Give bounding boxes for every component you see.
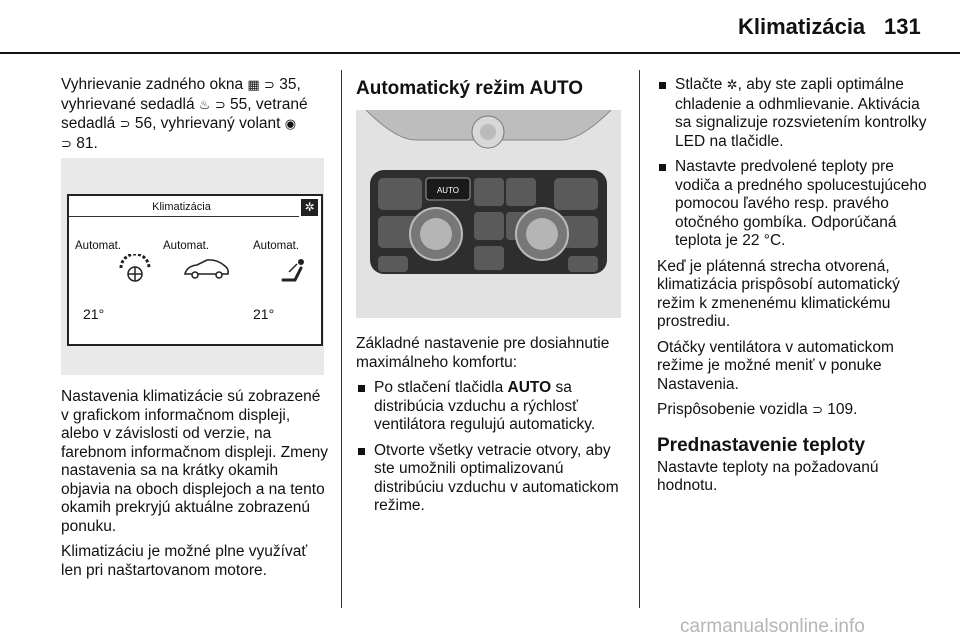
heated-steering-wheel-icon: ◉ <box>284 117 297 132</box>
page-title: Klimatizácia <box>738 14 866 39</box>
paragraph: Otáčky ventilátora v automatickom režime je možné meniť v ponuke Nastavenia. <box>657 338 894 393</box>
column-1-lower <box>61 388 331 587</box>
fan-mode-label: Automat. <box>75 240 122 252</box>
list-item: Otvorte všetky vetracie otvory, aby ste umožnili optimalizovanú distribúciu vzduchu v automatickom režime. <box>356 442 628 516</box>
climate-control-panel-figure <box>356 110 621 318</box>
paragraph: Klimatizáciu je možné plne využívať len pri naštartovanom motore. <box>61 543 308 579</box>
cross-reference-symbol: ⊃ <box>264 78 275 93</box>
section-heading: Automatický režim AUTO <box>356 78 583 99</box>
bullet-square-icon <box>659 82 666 89</box>
paragraph: Prispôsobenie vozidla ⊃ 109. <box>657 401 858 418</box>
page-number: 131 <box>884 14 921 39</box>
heated-seat-icon: ♨ <box>198 97 211 113</box>
display-title-bar <box>69 216 299 217</box>
display-title: Klimatizácia <box>152 201 211 213</box>
cross-reference-symbol: ⊃ <box>61 136 72 152</box>
section-heading: Prednastavenie teploty <box>657 434 866 456</box>
cross-reference-symbol: ⊃ <box>119 117 131 132</box>
column-2-heading <box>356 78 628 102</box>
cross-reference-symbol: ⊃ <box>214 97 226 113</box>
car-recirculation-icon <box>181 254 231 284</box>
fan-icon <box>115 254 155 284</box>
paragraph: Keď je plátenná strecha otvorená, klimatizácia prispôsobí automatický režim k zmenenému klimatickému prostrediu. <box>657 257 900 330</box>
distribution-mode-label: Automat. <box>163 240 210 252</box>
cross-reference-symbol: ⊃ <box>812 403 823 418</box>
paragraph: Základné nastavenie pre dosiahnutie maximálneho komfortu: <box>356 335 610 371</box>
column-3 <box>657 76 927 503</box>
header-divider <box>0 52 960 54</box>
display-screen <box>67 194 323 346</box>
ac-snowflake-icon: ✲ <box>726 78 738 93</box>
bullet-square-icon <box>659 164 666 171</box>
list-item: Stlačte ✲, aby ste zapli optimálne chladenie a odhmlievanie. Aktivácia sa signalizuje rozsvietením kontrolky LED na tlačidle. <box>657 76 927 151</box>
list-item: Po stlačení tlačidla AUTO sa distribúcia vzduchu a rýchlosť ventilátora regulujú automaticky. <box>356 379 628 435</box>
watermark: carmanualsonline.info <box>680 616 865 637</box>
seat-mode-label: Automat. <box>253 240 300 252</box>
column-2 <box>356 335 628 523</box>
bullet-square-icon <box>358 448 365 455</box>
column-divider <box>639 70 640 608</box>
seat-airflow-icon <box>277 254 309 286</box>
list-item: Nastavte predvolené teploty pre vodiča a predného spolucestujúceho pomocou ľavého resp. pravého otočného gombíka. Odporúčaná teplota je 22 °C. <box>657 158 927 251</box>
settings-icon: ✲ <box>301 199 318 216</box>
temp-right: 21° <box>253 306 275 322</box>
column-divider <box>341 70 342 608</box>
paragraph: Nastavte teploty na požadovanú hodnotu. <box>657 458 879 494</box>
column-1 <box>61 76 329 161</box>
auto-button-label: AUTO <box>436 186 460 195</box>
temp-left: 21° <box>83 306 105 322</box>
paragraph: Vyhrievanie zadného okna ▦ ⊃ 35, vyhrievané sedadlá ♨ ⊃ 55, vetrané sedadlá ⊃ 56, vyhrievaný volant ◉ ⊃ 81. <box>61 76 308 152</box>
climate-display-figure <box>61 158 324 375</box>
bullet-square-icon <box>358 385 365 392</box>
rear-window-heater-icon: ▦ <box>247 78 260 93</box>
paragraph: Nastavenia klimatizácie sú zobrazené v grafickom informačnom displeji, alebo v závislosti od verzie, na farebnom informačnom displeji. Zmeny nastavenia sa na krátky okamih objavia na oboch displejoch a na tento okamih prekryjú aktuálne zobrazenú ponuku. <box>61 388 329 535</box>
